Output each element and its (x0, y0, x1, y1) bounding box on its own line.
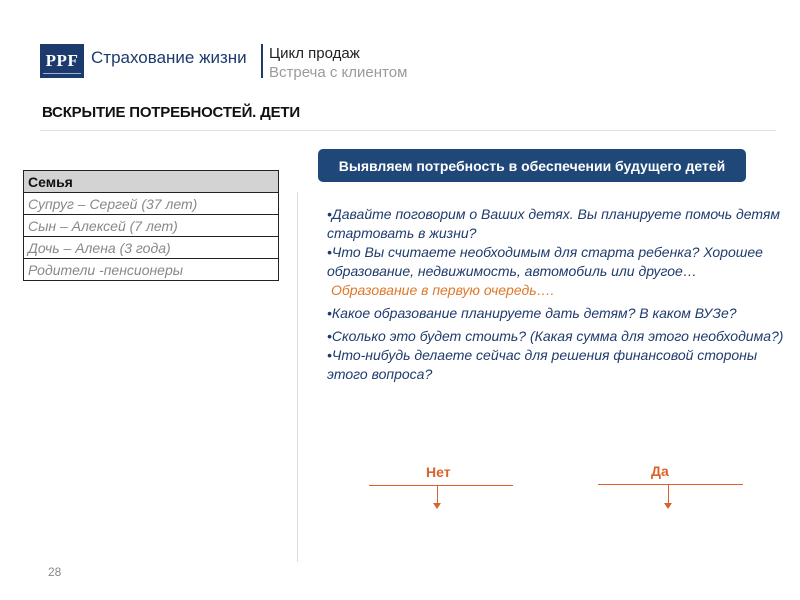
option-no-arrow-stem (437, 486, 438, 504)
banner-text: Выявляем потребность в обеспечении будущего детей (338, 157, 726, 174)
family-table-header: Семья (24, 171, 279, 193)
option-no-label: Нет (426, 464, 451, 480)
header-subtitle: Встреча с клиентом (269, 64, 408, 81)
answer-note: Образование в первую очередь…. (331, 282, 555, 298)
family-table (23, 170, 279, 281)
page-heading: ВСКРЫТИЕ ПОТРЕБНОСТЕЙ. ДЕТИ (42, 104, 300, 121)
question-item: •Сколько это будет стоить? (Какая сумма для этого необходима?) (327, 328, 784, 344)
table-row (24, 193, 279, 215)
family-member-daughter: Дочь – Алена (3 года) (24, 237, 279, 259)
arrow-down-icon (433, 503, 441, 509)
brand-name: Страхование жизни (91, 48, 247, 67)
question-list (327, 205, 792, 384)
family-member-spouse: Супруг – Сергей (37 лет) (24, 193, 279, 215)
question-item: •Какое образование планируете дать детям? В каком ВУЗе? (327, 305, 737, 321)
question-item: •Давайте поговорим о Ваших детях. Вы планируете помочь детям стартовать в жизни? (327, 206, 780, 241)
option-yes-line (598, 484, 743, 485)
family-member-son: Сын – Алексей (7 лет) (24, 215, 279, 237)
header-title: Цикл продаж (269, 45, 360, 62)
ppf-logo (40, 44, 84, 78)
page-number: 28 (48, 565, 62, 579)
header-divider (261, 44, 263, 78)
question-item: •Что Вы считаете необходимым для старта ребенка? Хорошее образование, недвижимость, автомобиль или другое… (327, 244, 763, 279)
logo-text: PPF (45, 51, 79, 70)
vertical-divider (297, 192, 298, 562)
table-row (24, 259, 279, 281)
table-row (24, 237, 279, 259)
heading-divider (40, 130, 776, 131)
family-member-parents: Родители -пенсионеры (24, 259, 279, 281)
family-table-header-row (24, 171, 279, 193)
option-no-line (369, 485, 513, 486)
section-banner (318, 149, 746, 182)
arrow-down-icon (664, 503, 672, 509)
option-yes-label: Да (651, 463, 669, 479)
question-item: •Что-нибудь делаете сейчас для решения финансовой стороны этого вопроса? (327, 347, 758, 382)
option-yes-arrow-stem (668, 485, 669, 504)
table-row (24, 215, 279, 237)
